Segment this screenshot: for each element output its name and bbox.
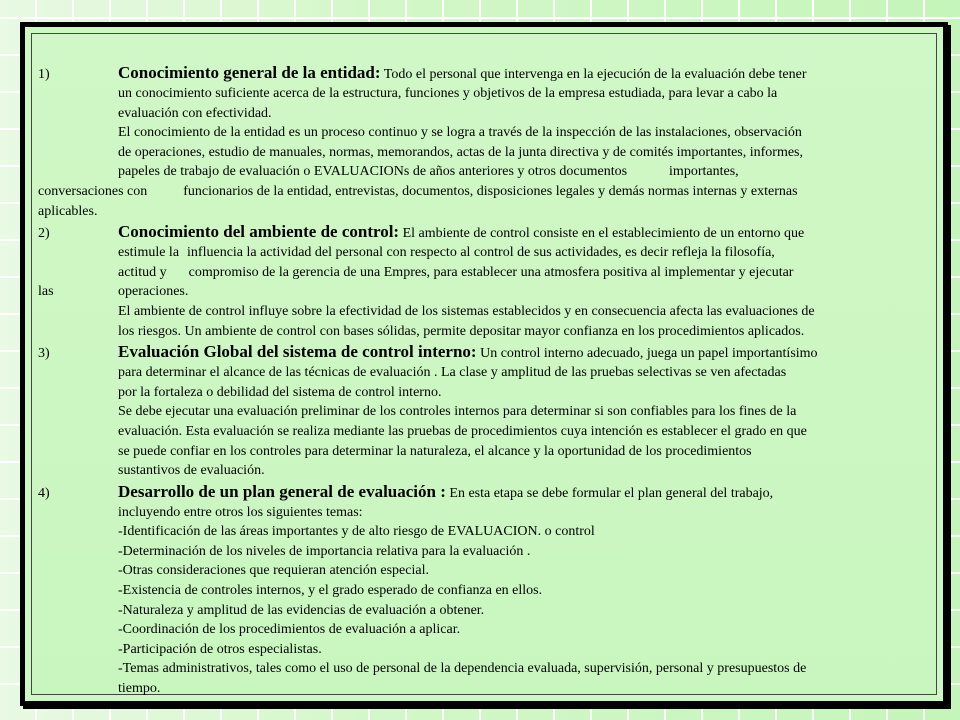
section-1-line-2: un conocimiento suficiente acerca de la estructura, funciones y objetivos de la empresa estudiada, para levar a cabo la	[118, 86, 778, 101]
section-4-text: En esta etapa se debe formular el plan general del trabajo,	[449, 485, 774, 501]
section-2-line-3a: actitud y	[118, 264, 167, 280]
section-3-line-3: por la fortaleza o debilidad del sistema de control interno.	[118, 384, 442, 400]
list-item: -Temas administrativos, tales como el uso de personal de la dependencia evaluada, supervisión, personal y presupuestos de	[118, 661, 807, 677]
section-1-line-6	[38, 162, 918, 182]
section-2-line-3	[38, 263, 918, 283]
section-1-number: 1)	[38, 67, 50, 82]
section-3-number: 3)	[38, 346, 50, 362]
section-3-line-2: para determinar el alcance de las técnicas de evaluación . La clase y amplitud de las pruebas selectivas se ven afectadas	[118, 365, 787, 381]
section-1-line-5: de operaciones, estudio de manuales, normas, memorandos, actas de la junta directiva y de comités importantes, informes,	[118, 144, 804, 160]
section-4-last-line: tiempo.	[118, 681, 161, 697]
slide-content	[38, 62, 918, 699]
section-3-line-4: Se debe ejecutar una evaluación preliminar de los controles internos para determinar si son confiables para los fines de la	[118, 404, 797, 420]
list-item: -Naturaleza y amplitud de las evidencias de evaluación a obtener.	[118, 602, 485, 618]
section-2-number: 2)	[38, 226, 50, 242]
section-1-text: Todo el personal que intervenga en la ejecución de la evaluación debe tener	[383, 67, 807, 82]
section-4-heading: Desarrollo de un plan general de evaluación :	[118, 481, 446, 501]
section-1-heading-line	[38, 62, 918, 84]
section-1-line-7	[38, 182, 918, 202]
list-item: -Participación de otros especialistas.	[118, 641, 322, 657]
section-1-line-6a: papeles de trabajo de evaluación o EVALUACIONs de años anteriores y otros documentos	[118, 164, 628, 180]
list-item: -Existencia de controles internos, y el grado esperado de confianza en ellos.	[118, 583, 543, 599]
section-1-line-3: evaluación con efectividad.	[118, 105, 272, 121]
list-item: -Otras consideraciones que requieran atención especial.	[118, 563, 429, 579]
section-2-line-4a: las	[38, 284, 54, 300]
list-item: -Coordinación de los procedimientos de evaluación a aplicar.	[118, 622, 461, 638]
section-2-line-2a: estimule la	[118, 245, 180, 261]
section-3-line-6: se puede confiar en los controles para determinar la naturaleza, el alcance y la oportunidad de los procedimientos	[118, 443, 752, 459]
section-3-heading: Evaluación Global del sistema de control interno:	[118, 342, 477, 362]
section-4-heading-line	[38, 481, 918, 503]
section-2-heading-line	[38, 221, 918, 243]
list-item: -Determinación de los niveles de importancia relativa para la evaluación .	[118, 543, 531, 559]
section-4-line-2: incluyendo entre otros los siguientes temas:	[118, 504, 363, 520]
section-1-heading: Conocimiento general de la entidad:	[118, 63, 381, 82]
section-3-heading-line	[38, 341, 918, 363]
section-1-line-6b: importantes,	[669, 164, 739, 180]
section-1-line-4: El conocimiento de la entidad es un proceso continuo y se logra a través de la inspección de las instalaciones, observación	[118, 125, 802, 141]
section-2-line-2b: influencia la actividad del personal con respecto al control de sus actividades, es decir refleja la filosofía,	[187, 245, 775, 261]
section-4-number: 4)	[38, 485, 50, 501]
section-3-line-5: evaluación. Esta evaluación se realiza mediante las pruebas de procedimientos cuya intención es establecer el grado en que	[118, 423, 807, 439]
section-3-line-7: sustantivos de evaluación.	[118, 463, 265, 479]
section-2-line-4	[38, 282, 918, 302]
section-1-line-7b: funcionarios de la entidad, entrevistas, documentos, disposiciones legales y demás normas internas y externas	[183, 183, 798, 199]
section-1-line-8: aplicables.	[38, 203, 98, 219]
section-2-line-5: El ambiente de control influye sobre la efectividad de los sistemas establecidos y en consecuencia afecta las evaluaciones de	[118, 303, 815, 319]
section-3-text: Un control interno adecuado, juega un papel importantísimo	[480, 346, 818, 362]
section-2-text: El ambiente de control consiste en el establecimiento de un entorno que	[402, 226, 805, 242]
section-1-line-7a: conversaciones con	[38, 183, 148, 199]
section-2-heading: Conocimiento del ambiente de control:	[118, 222, 400, 242]
section-2-line-4b: operaciones.	[118, 284, 189, 300]
section-2-line-3b: compromiso de la gerencia de una Empres, para establecer una atmosfera positiva al implementar y ejecutar	[188, 264, 794, 280]
section-2-line-2	[38, 243, 918, 263]
list-item: -Identificación de las áreas importantes y de alto riesgo de EVALUACION. o control	[118, 524, 595, 540]
section-2-line-6: los riesgos. Un ambiente de control con bases sólidas, permite depositar mayor confianza en los procedimientos aplicados.	[118, 323, 805, 339]
